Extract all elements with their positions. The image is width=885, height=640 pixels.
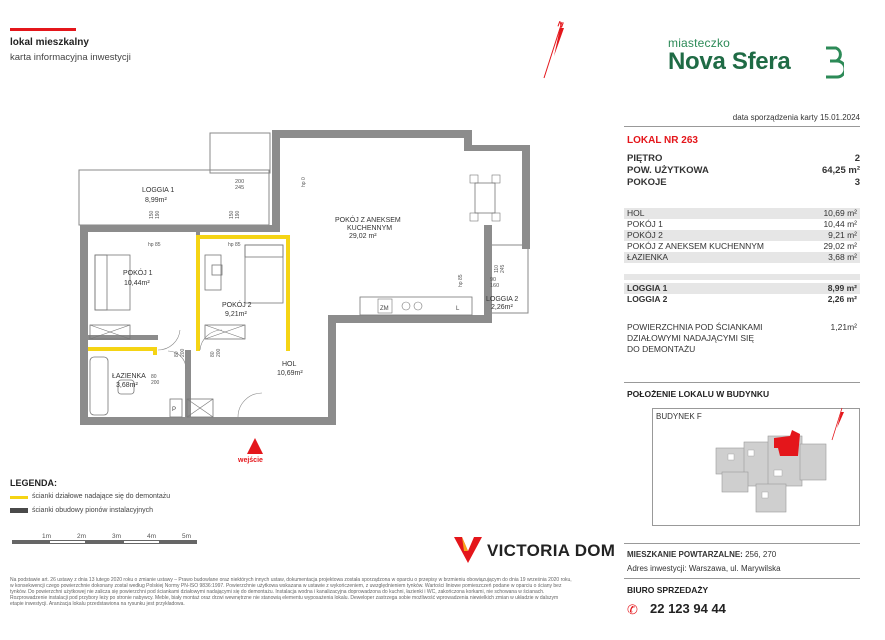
scale-label: 4m bbox=[147, 533, 157, 540]
address-value: Warszawa, ul. Marywilska bbox=[688, 564, 781, 573]
similar-flats bbox=[627, 550, 776, 559]
scale-label: 5m bbox=[182, 533, 192, 540]
svg-text:200: 200 bbox=[235, 179, 245, 185]
svg-text:190: 190 bbox=[235, 210, 241, 219]
svg-text:160: 160 bbox=[490, 283, 500, 289]
room-value: 10,44 m² bbox=[823, 219, 857, 229]
room-row-loggia2 bbox=[624, 294, 860, 305]
victoria-dom-logo-icon bbox=[452, 535, 484, 565]
room-row-pokoj2 bbox=[624, 230, 860, 241]
plan-hall-area: 10,69m² bbox=[277, 370, 303, 377]
stat-value: 64,25 m² bbox=[821, 165, 860, 176]
room-row-hol bbox=[624, 208, 860, 219]
svg-text:150: 150 bbox=[149, 210, 155, 219]
room-label: POKÓJ Z ANEKSEM KUCHENNYM bbox=[627, 241, 764, 251]
legend-yellow-text: ścianki działowe nadające się do demontażu bbox=[32, 493, 171, 500]
stat-rooms bbox=[627, 177, 860, 188]
plan-living-area: 29,02 m² bbox=[349, 233, 377, 240]
svg-text:245: 245 bbox=[235, 185, 245, 191]
section-divider bbox=[624, 382, 860, 383]
stat-label: POW. UŻYTKOWA bbox=[627, 165, 709, 176]
header-accent-bar bbox=[10, 28, 76, 31]
demolition-line: DO DEMONTAŻU bbox=[627, 344, 696, 354]
demolition-label bbox=[627, 322, 763, 355]
phone-icon: ✆ bbox=[627, 602, 638, 617]
plan-living-name-2: KUCHENNYM bbox=[347, 225, 393, 232]
svg-text:80: 80 bbox=[210, 351, 216, 357]
similar-value: 256, 270 bbox=[745, 550, 777, 559]
address bbox=[627, 564, 781, 573]
scale-label: 1m bbox=[42, 533, 52, 540]
svg-text:80: 80 bbox=[174, 351, 180, 357]
plan-room2-name: POKÓJ 2 bbox=[222, 302, 252, 309]
svg-text:150: 150 bbox=[229, 210, 235, 219]
room-label: HOL bbox=[627, 208, 645, 218]
logo-mark-icon bbox=[822, 44, 844, 80]
scale-label: 2m bbox=[77, 533, 87, 540]
stat-floor bbox=[627, 153, 860, 164]
developer-name: VICTORIA DOM bbox=[487, 541, 616, 560]
location-title: POŁOŻENIE LOKALU W BUDYNKU bbox=[627, 389, 770, 399]
plan-loggia1-area: 8,99m² bbox=[145, 197, 167, 204]
demolition-value: 1,21m² bbox=[830, 322, 857, 332]
logo-small-text: miasteczko bbox=[668, 36, 731, 50]
plan-p: P bbox=[172, 407, 177, 413]
svg-text:200: 200 bbox=[216, 348, 222, 357]
room-label: ŁAZIENKA bbox=[627, 252, 669, 262]
plan-room1-area: 10,44m² bbox=[124, 280, 150, 287]
doc-subtitle: karta informacyjna inwestycji bbox=[10, 52, 131, 63]
legal-footnote: Na podstawie art. 26 ustawy z dnia 13 lutego 2020 roku o zmianie ustawy – Prawo budowlane oraz niektórych innych ustaw, dokumentacja projektowa została sporządzona w oparciu o przepisy w brzmieniu obowiązującym do dnia 19 września 2020 roku, w konsekwencji czego powierzchnie dokonany został według Polskiej Normy PN-ISO 9836:1997. Powierzchnie użytkowa wskazana w ustawie z wykończeniem, z uwzględnieniem tynków. Wartości liniowe pomieszczeń podane w oparciu o ściany bez tynków. Do powierzchni użytkowej nie zalicza się powierzchni pod ściankami działowymi nadającymi się do demontażu. Instalacja wodna i kanalizacyjna doprowadzona do kuchni, łazienki i WC, zakończona korkami, nie schowana w ścianach. Rozprowadzenie instalacji pod przybory leży po stronie nabywcy. Meble, biały montaż oraz drzwi wewnętrzne nie stanowią elementu wyposażenia lokalu. Deweloper zastrzega sobie możliwość wprowadzenia niewielkich zmian w układzie w dalszym etapie inwestycji. Aranżacja lokalu przedstawiona na rysunku jest przykładowa. bbox=[10, 577, 572, 607]
room-row-loggia1 bbox=[624, 283, 860, 294]
scale-segment bbox=[49, 540, 86, 544]
svg-text:80: 80 bbox=[151, 374, 157, 380]
lokal-title: LOKAL NR 263 bbox=[627, 135, 698, 146]
room-label: POKÓJ 2 bbox=[627, 230, 663, 240]
room-label: POKÓJ 1 bbox=[627, 219, 663, 229]
svg-text:110: 110 bbox=[494, 265, 500, 273]
room-row-pokoj1 bbox=[624, 219, 860, 230]
legend-yellow-swatch bbox=[10, 496, 28, 499]
section-divider bbox=[624, 578, 860, 579]
plan-loggia2-area: 2,26m² bbox=[491, 304, 513, 311]
room-value: 29,02 m² bbox=[823, 241, 857, 251]
plan-hall-name: HOL bbox=[282, 361, 297, 368]
building-footprint bbox=[708, 404, 858, 522]
svg-text:hp 85: hp 85 bbox=[148, 242, 161, 248]
room-value: 9,21 m² bbox=[828, 230, 857, 240]
north-arrow-icon bbox=[540, 16, 570, 80]
scale-bar bbox=[12, 540, 199, 545]
svg-text:190: 190 bbox=[155, 210, 161, 219]
stat-value: 2 bbox=[854, 153, 860, 164]
plan-bath-name: ŁAZIENKA bbox=[112, 373, 146, 380]
plan-l: L bbox=[456, 306, 460, 312]
section-divider bbox=[624, 543, 860, 544]
stat-label: POKOJE bbox=[627, 177, 667, 188]
address-label: Adres inwestycji: bbox=[627, 564, 687, 573]
plan-zm: ZM bbox=[380, 306, 389, 312]
room-value: 10,69 m² bbox=[823, 208, 857, 218]
doc-type: lokal mieszkalny bbox=[10, 37, 89, 48]
room-value: 8,99 m² bbox=[827, 283, 857, 293]
stat-value: 3 bbox=[854, 177, 860, 188]
svg-text:90: 90 bbox=[490, 277, 497, 283]
room-row-bath bbox=[624, 252, 860, 263]
room-label: LOGGIA 2 bbox=[627, 294, 668, 304]
plan-room1-name: POKÓJ 1 bbox=[123, 270, 153, 277]
floor-plan bbox=[60, 125, 540, 445]
svg-text:hp 0: hp 0 bbox=[301, 177, 307, 187]
date-line: data sporządzenia karty 15.01.2024 bbox=[732, 113, 860, 122]
svg-text:245: 245 bbox=[500, 264, 506, 273]
plan-living-name-1: POKÓJ Z ANEKSEM bbox=[335, 217, 401, 224]
room-value: 3,68 m² bbox=[828, 252, 857, 262]
entry-arrow-icon bbox=[246, 437, 264, 455]
svg-text:hp 85: hp 85 bbox=[228, 242, 241, 248]
sales-title: BIURO SPRZEDAŻY bbox=[627, 585, 709, 595]
stat-label: PIĘTRO bbox=[627, 153, 663, 164]
entry-label: wejście bbox=[238, 457, 263, 464]
svg-text:N: N bbox=[556, 19, 565, 30]
room-value: 2,26 m² bbox=[827, 294, 857, 304]
logo-big-text: Nova Sfera bbox=[668, 48, 791, 75]
scale-segment bbox=[123, 540, 160, 544]
plan-room2-area: 9,21m² bbox=[225, 311, 247, 318]
stat-area bbox=[627, 165, 860, 176]
legend-gray-swatch bbox=[10, 508, 28, 513]
room-label: LOGGIA 1 bbox=[627, 283, 668, 293]
scale-segment bbox=[12, 540, 49, 544]
plan-bath-area: 3,68m² bbox=[116, 382, 138, 389]
table-spacer bbox=[624, 274, 860, 280]
svg-text:200: 200 bbox=[151, 380, 160, 386]
panel-divider bbox=[624, 126, 860, 127]
legend-title: LEGENDA: bbox=[10, 478, 57, 488]
legend-gray-text: ścianki obudowy pionów instalacyjnych bbox=[32, 507, 154, 514]
phone-number[interactable]: 22 123 94 44 bbox=[650, 601, 726, 616]
svg-text:200: 200 bbox=[180, 348, 186, 357]
building-label: BUDYNEK F bbox=[656, 412, 702, 421]
scale-segment bbox=[160, 540, 197, 544]
demolition-line: DZIAŁOWYMI NADAJĄCYMI SIĘ bbox=[627, 333, 755, 343]
room-row-living bbox=[624, 241, 860, 252]
scale-label: 3m bbox=[112, 533, 122, 540]
svg-text:hp 85: hp 85 bbox=[458, 274, 464, 287]
demolition-line: POWIERZCHNIA POD ŚCIANKAMI bbox=[627, 322, 763, 332]
similar-label: MIESZKANIE POWTARZALNE: bbox=[627, 550, 743, 559]
plan-loggia2-name: LOGGIA 2 bbox=[486, 296, 519, 303]
plan-loggia1-name: LOGGIA 1 bbox=[142, 187, 175, 194]
scale-segment bbox=[86, 540, 123, 544]
